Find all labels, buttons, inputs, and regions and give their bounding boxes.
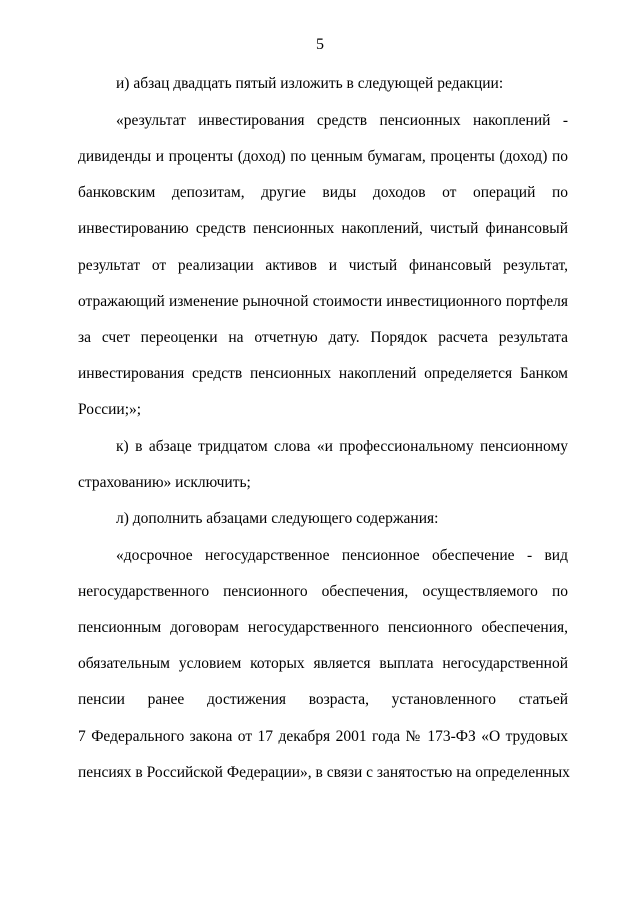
paragraph-line: результат от реализации активов и чистый финансовый результат,: [78, 257, 568, 274]
paragraph-line: к) в абзаце тридцатом слова «и профессиональному пенсионному: [116, 438, 568, 455]
paragraph-line: банковским депозитам, другие виды доходов от операций по: [78, 184, 568, 201]
paragraph-line: инвестированию средств пенсионных накоплений, чистый финансовый: [78, 220, 568, 237]
paragraph-line: «результат инвестирования средств пенсионных накоплений -: [116, 112, 568, 129]
paragraph-line: страхованию» исключить;: [78, 474, 251, 491]
paragraph-line: за счет переоценки на отчетную дату. Порядок расчета результата: [78, 329, 568, 346]
paragraph-line: инвестирования средств пенсионных накоплений определяется Банком: [78, 365, 568, 382]
paragraph-line: 7 Федерального закона от 17 декабря 2001 года № 173-ФЗ «О трудовых: [78, 728, 568, 745]
paragraph-line: пенсии ранее достижения возраста, установленного статьей: [78, 691, 568, 708]
paragraph-line: и) абзац двадцать пятый изложить в следующей редакции:: [116, 75, 504, 92]
paragraph-line: л) дополнить абзацами следующего содержания:: [116, 510, 439, 527]
paragraph-line: дивиденды и проценты (доход) по ценным бумагам, проценты (доход) по: [78, 148, 568, 165]
paragraph-line: России;»;: [78, 401, 142, 418]
paragraph-line: пенсионным договорам негосударственного пенсионного обеспечения,: [78, 619, 568, 636]
paragraph-line: отражающий изменение рыночной стоимости инвестиционного портфеля: [78, 293, 568, 310]
paragraph-line: негосударственного пенсионного обеспечения, осуществляемого по: [78, 583, 568, 600]
paragraph-line: обязательным условием которых является выплата негосударственной: [78, 655, 568, 672]
paragraph-line: «досрочное негосударственное пенсионное обеспечение - вид: [116, 547, 568, 564]
page-number: 5: [316, 36, 324, 53]
paragraph-line: пенсиях в Российской Федерации», в связи с занятостью на определенных: [78, 764, 570, 781]
